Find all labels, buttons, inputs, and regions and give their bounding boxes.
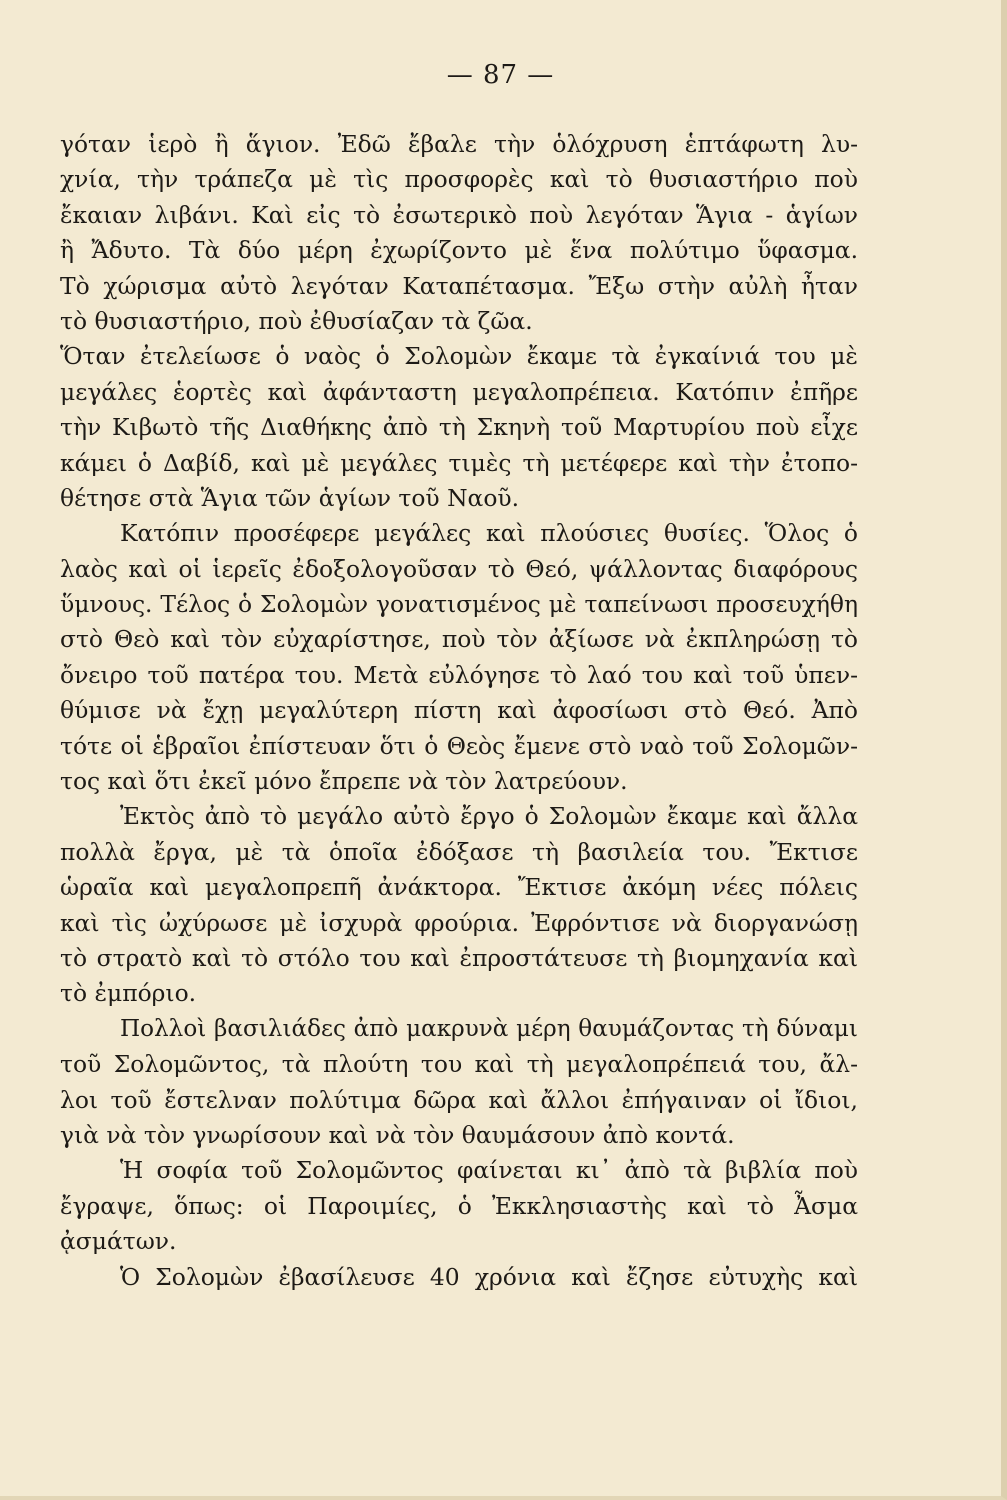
text-line: γόταν ἱερὸ ἢ ἅγιον. Ἐδῶ ἔβαλε τὴν ὁλόχρυση ἑπτάφωτη λυ- xyxy=(60,130,858,158)
text-line: τὸ ἐμπόριο. xyxy=(60,979,197,1008)
text-line: Κατόπιν προσέφερε μεγάλες καὶ πλούσιες θυσίες. Ὅλος ὁ xyxy=(120,519,858,548)
text-line: Ἡ σοφία τοῦ Σολομῶντος φαίνεται κι᾿ ἀπὸ τὰ βιβλία ποὺ xyxy=(120,1156,858,1185)
text-line: χνία, τὴν τράπεζα μὲ τὶς προσφορὲς καὶ τὸ θυσιαστήριο ποὺ xyxy=(60,165,858,194)
text-line: γιὰ νὰ τὸν γνωρίσουν καὶ νὰ τὸν θαυμάσουν ἀπὸ κοντά. xyxy=(60,1120,735,1149)
text-line: Πολλοὶ βασιλιάδες ἀπὸ μακρυνὰ μέρη θαυμάζοντας τὴ δύναμι xyxy=(120,1015,858,1042)
body-text xyxy=(60,127,858,1295)
text-line: στὸ Θεὸ καὶ τὸν εὐχαρίστησε, ποὺ τὸν ἀξίωσε νὰ ἐκπληρώσῃ τὸ xyxy=(60,625,858,654)
text-line: ἢ Ἄδυτο. Τὰ δύο μέρη ἐχωρίζοντο μὲ ἕνα πολύτιμο ὕφασμα. xyxy=(60,236,858,265)
text-line: τότε οἱ ἑβραῖοι ἐπίστευαν ὅτι ὁ Θεὸς ἔμενε στὸ ναὸ τοῦ Σολομῶν- xyxy=(60,731,858,760)
text-line: κάμει ὁ Δαβίδ, καὶ μὲ μεγάλες τιμὲς τὴ μετέφερε καὶ τὴν ἐτοπο- xyxy=(60,448,858,477)
text-line: ἔγραψε, ὅπως: οἱ Παροιμίες, ὁ Ἐκκλησιαστὴς καὶ τὸ Ἆσμα xyxy=(60,1191,858,1220)
text-line: Τὸ χώρισμα αὐτὸ λεγόταν Καταπέτασμα. Ἔξω στὴν αὐλὴ ἦταν xyxy=(60,271,858,300)
text-line: τοῦ Σολομῶντος, τὰ πλούτη του καὶ τὴ μεγαλοπρέπειά του, ἄλ- xyxy=(60,1050,858,1079)
page-number: — 87 — xyxy=(446,60,555,90)
text-line: ὄνειρο τοῦ πατέρα του. Μετὰ εὐλόγησε τὸ λαό του καὶ τοῦ ὑπεν- xyxy=(60,660,858,689)
text-line: τὴν Κιβωτὸ τῆς Διαθήκης ἀπὸ τὴ Σκηνὴ τοῦ Μαρτυρίου ποὺ εἶχε xyxy=(60,413,858,442)
text-line: θέτησε στὰ Ἅγια τῶν ἁγίων τοῦ Ναοῦ. xyxy=(60,483,520,512)
text-line: ὕμνους. Τέλος ὁ Σολομὼν γονατισμένος μὲ ταπείνωσι προσευχήθη xyxy=(60,590,858,619)
text-line: Ὅταν ἐτελείωσε ὁ ναὸς ὁ Σολομὼν ἔκαμε τὰ ἐγκαίνιά του μὲ xyxy=(60,342,858,371)
text-line: Ἐκτὸς ἀπὸ τὸ μεγάλο αὐτὸ ἔργο ὁ Σολομὼν ἔκαμε καὶ ἄλλα xyxy=(120,802,858,831)
text-line: θύμισε νὰ ἔχῃ μεγαλύτερη πίστη καὶ ἀφοσίωσι στὸ Θεό. Ἀπὸ xyxy=(60,696,858,725)
text-line: ὡραῖα καὶ μεγαλοπρεπῆ ἀνάκτορα. Ἔκτισε ἀκόμη νέες πόλεις xyxy=(60,873,858,902)
text-line: καὶ τὶς ὠχύρωσε μὲ ἰσχυρὰ φρούρια. Ἐφρόντισε νὰ διοργανώσῃ xyxy=(60,908,858,937)
text-line: ἔκαιαν λιβάνι. Καὶ εἰς τὸ ἐσωτερικὸ ποὺ λεγόταν Ἅγια - ἁγίων xyxy=(60,200,858,229)
text-line: τος καὶ ὅτι ἐκεῖ μόνο ἔπρεπε νὰ τὸν λατρεύουν. xyxy=(60,767,628,796)
text-line: ᾀσμάτων. xyxy=(60,1227,177,1256)
text-line: Ὁ Σολομὼν ἐβασίλευσε 40 χρόνια καὶ ἔζησε εὐτυχὴς καὶ xyxy=(120,1262,858,1291)
text-line: λοι τοῦ ἔστελναν πολύτιμα δῶρα καὶ ἄλλοι ἐπήγαιναν οἱ ἴδιοι, xyxy=(60,1085,858,1114)
text-line: λαὸς καὶ οἱ ἱερεῖς ἐδοξολογοῦσαν τὸ Θεό, ψάλλοντας διαφόρους xyxy=(60,554,858,583)
text-line: τὸ θυσιαστήριο, ποὺ ἐθυσίαζαν τὰ ζῶα. xyxy=(60,306,533,335)
text-line: τὸ στρατὸ καὶ τὸ στόλο του καὶ ἐπροστάτευσε τὴ βιομηχανία καὶ xyxy=(60,943,858,972)
text-line: μεγάλες ἑορτὲς καὶ ἀφάνταστη μεγαλοπρέπεια. Κατόπιν ἐπῆρε xyxy=(60,377,858,406)
text-line: πολλὰ ἔργα, μὲ τὰ ὁποῖα ἐδόξασε τὴ βασιλεία του. Ἔκτισε xyxy=(60,837,858,866)
